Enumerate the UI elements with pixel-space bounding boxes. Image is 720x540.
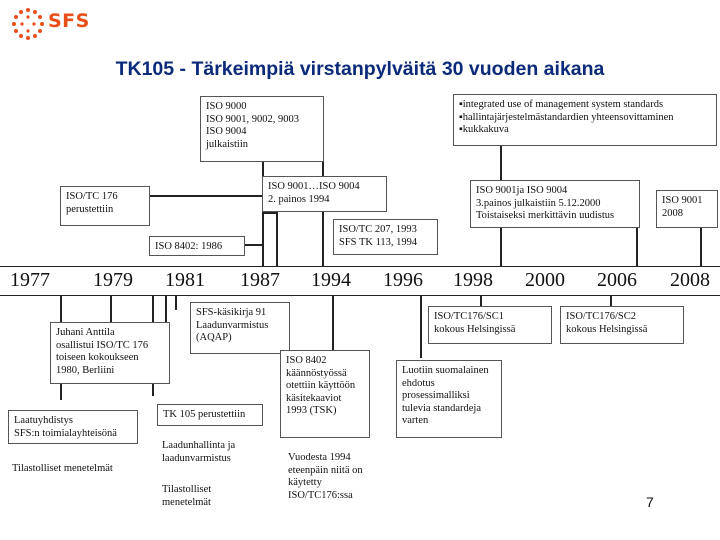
- iso-tc176-box: ISO/TC 176 perustettiin: [60, 186, 150, 226]
- connector-line: [700, 228, 702, 266]
- laadunhallinta-text: Laadunhallinta ja laadunvarmistus: [162, 440, 236, 464]
- year-label: 1981: [165, 269, 205, 291]
- iso9001-2008-box: ISO 9001 2008: [656, 190, 718, 228]
- year-label: 1979: [93, 269, 133, 291]
- connector-line: [175, 296, 177, 310]
- sfs-kasikirja-box: SFS-käsikirja 91 Laadunvarmistus (AQAP): [190, 302, 290, 354]
- tilastolliset-mid-text: Tilastolliset menetelmät: [162, 484, 212, 508]
- iso8402-1986-box: ISO 8402: 1986: [149, 236, 245, 256]
- tc176-sc1-box: ISO/TC176/SC1 kokous Helsingissä: [428, 306, 552, 344]
- connector-line: [245, 244, 262, 246]
- iso-tc207-box: ISO/TC 207, 1993 SFS TK 113, 1994: [333, 219, 438, 255]
- year-label: 1987: [240, 269, 280, 291]
- vuodesta-1994-text: Vuodesta 1994 eteenpäin niitä on käytetty ISO/TC176:ssa: [288, 452, 363, 501]
- iso9000-box: ISO 9000 ISO 9001, 9002, 9003 ISO 9004 julkaistiin: [200, 96, 324, 162]
- year-label: 1994: [311, 269, 351, 291]
- iso9001-3ed-box: ISO 9001ja ISO 9004 3.painos julkaistiin 5.12.2000 Toistaiseksi merkittävin uudistus: [470, 180, 640, 228]
- logo-dots-icon: [8, 6, 52, 42]
- year-label: 1977: [10, 269, 50, 291]
- year-label: 1996: [383, 269, 423, 291]
- iso8402-translation-box: ISO 8402 käännöstyössä otettiin käyttöön käsitekaaviot 1993 (TSK): [280, 350, 370, 438]
- year-label: 2000: [525, 269, 565, 291]
- timeline-bar: [0, 266, 720, 296]
- connector-line: [276, 212, 278, 266]
- year-label: 1998: [453, 269, 493, 291]
- connector-line: [332, 296, 334, 356]
- connector-line: [480, 296, 482, 306]
- anttila-box: Juhani Anttila osallistui ISO/TC 176 toiseen kokoukseen 1980, Berliini: [50, 322, 170, 384]
- page-title: TK105 - Tärkeimpiä virstanpylväitä 30 vuoden aikana: [115, 58, 605, 80]
- connector-line: [110, 296, 112, 322]
- iso9001-2ed-box: ISO 9001…ISO 9004 2. painos 1994: [262, 176, 387, 212]
- logo-text: SFS: [48, 10, 90, 32]
- tilastolliset-left-text: Tilastolliset menetelmät: [12, 463, 113, 474]
- tk105-box: TK 105 perustettiin: [157, 404, 263, 426]
- connector-line: [610, 296, 612, 306]
- connector-line: [420, 296, 422, 358]
- year-label: 2008: [670, 269, 710, 291]
- integrated-use-box: ▪integrated use of management system standards ▪hallintajärjestelmästandardien yhteensovittaminen ▪kukkakuva: [453, 94, 717, 146]
- year-label: 2006: [597, 269, 637, 291]
- connector-line: [262, 212, 276, 214]
- process-model-box: Luotiin suomalainen ehdotus prosessimalliksi tulevia standardeja varten: [396, 360, 502, 438]
- connector-line: [150, 195, 262, 197]
- page-number: 7: [646, 494, 654, 510]
- tc176-sc2-box: ISO/TC176/SC2 kokous Helsingissä: [560, 306, 684, 344]
- laatuyhdistys-box: Laatuyhdistys SFS:n toimialayhteisönä: [8, 410, 138, 444]
